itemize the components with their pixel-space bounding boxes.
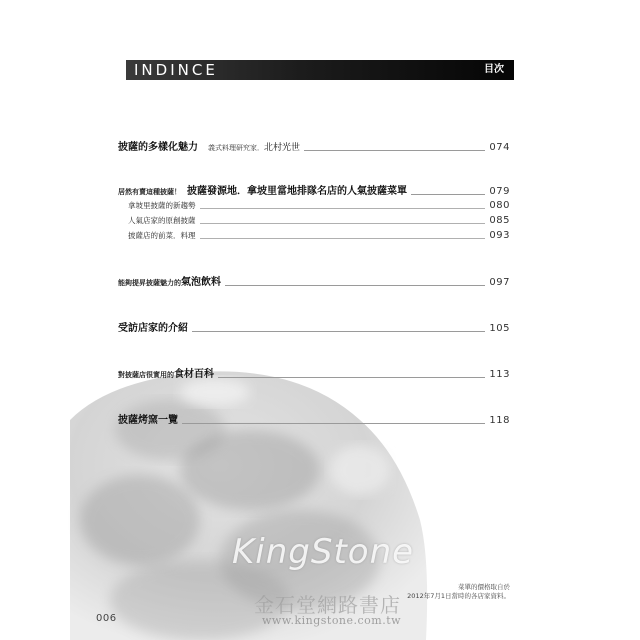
entry-title-emphasis: 食材百科 [174,369,214,380]
header-title: INDINCE [134,61,218,79]
entry-page: 074 [489,142,510,153]
leader-line [225,284,485,286]
entry-prefix: 居然有賣這種披薩！ [118,188,181,196]
watermark-url: www.kingstone.com.tw [262,614,402,627]
subentry-page: 093 [489,230,510,241]
entry-page: 079 [489,186,510,197]
entry-page: 118 [489,415,510,426]
toc-subentry[interactable] [128,214,510,226]
toc-entry[interactable] [118,320,510,334]
leader-line [200,208,486,209]
watermark-cjk: 金石堂網路書店 [254,593,401,617]
header-bar [126,60,514,80]
subentry-label: 人氣店家的原創披薩 [128,216,196,225]
entry-title-emphasis: 氣泡飲料 [181,277,221,288]
page-number: 006 [96,613,117,624]
entry-title: 披薩發源地．拿坡里當地排隊名店的人氣披薩菜單 [187,186,407,197]
toc-entry[interactable] [118,366,510,380]
entry-author: 北村光世 [264,143,301,153]
price-note [407,583,510,601]
entry-page: 105 [489,323,510,334]
entry-author-prefix: 義式料理研究家． [208,144,264,152]
watermark-latin: KingStone [232,532,415,572]
entry-title: 披薩的多樣化魅力 [118,142,198,153]
entry-page: 097 [489,277,510,288]
leader-line [218,376,485,378]
subentry-label: 披薩店的前菜．料理 [128,231,196,240]
leader-line [304,149,485,151]
toc-entry[interactable] [118,412,510,426]
toc-entry[interactable] [118,139,510,153]
entry-page: 113 [489,369,510,380]
entry-title: 披薩烤窯一覽 [118,415,178,426]
price-note-line1: 菜單的價格取自於 [458,583,510,591]
header-subtitle: 目次 [484,64,504,75]
entry-title: 受訪店家的介紹 [118,323,188,334]
toc-subentry[interactable] [128,199,510,211]
entry-title: 對披薩店很實用的 [118,371,174,379]
toc-subentry[interactable] [128,229,510,241]
leader-line [182,422,485,424]
subentry-label: 拿坡里披薩的新趨勢 [128,201,196,210]
toc-entry[interactable] [118,183,510,197]
leader-line [200,238,486,239]
leader-line [200,223,486,224]
leader-line [192,330,485,332]
entry-title: 能夠提昇披薩魅力的 [118,279,181,287]
leader-line [411,193,485,195]
price-note-line2: 2012年7月1日當時的各店家資料。 [407,592,510,600]
subentry-page: 080 [489,200,510,211]
toc-entry[interactable] [118,274,510,288]
subentry-page: 085 [489,215,510,226]
